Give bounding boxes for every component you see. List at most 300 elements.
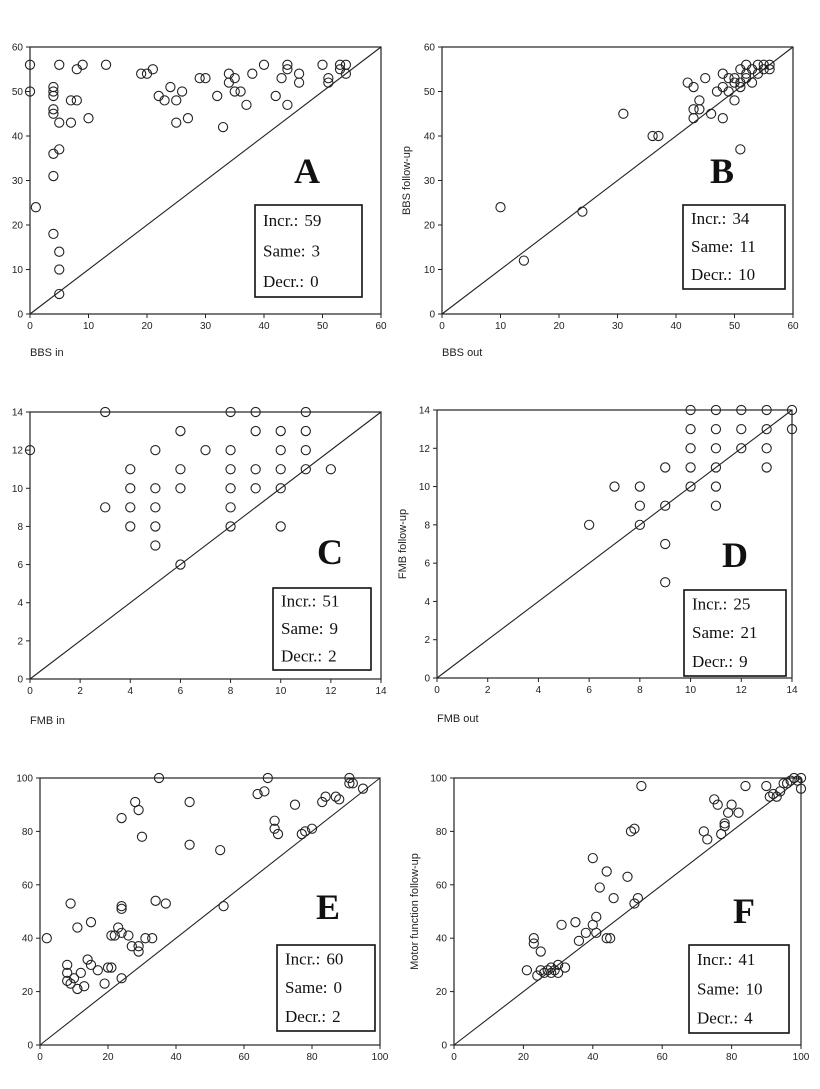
- y-tick-label: 8: [424, 520, 430, 532]
- x-tick-label: 50: [728, 321, 741, 332]
- x-tick-label: 60: [375, 321, 387, 332]
- x-tick-label: 8: [227, 686, 234, 697]
- y-tick-label: 2: [424, 635, 430, 647]
- data-point: [126, 522, 135, 531]
- data-point: [236, 87, 245, 96]
- panel-letter: D: [722, 535, 748, 575]
- stats-value: 41: [738, 949, 756, 969]
- x-tick-label: 60: [656, 1052, 668, 1063]
- data-point: [619, 109, 628, 118]
- y-tick-label: 4: [17, 598, 23, 610]
- data-point: [695, 105, 704, 114]
- y-axis-label: BBS follow-up: [401, 145, 413, 216]
- data-point: [318, 60, 327, 69]
- data-point: [134, 942, 143, 951]
- stats-label: Same:: [263, 241, 306, 261]
- y-tick-label: 0: [17, 309, 23, 321]
- x-tick-label: 60: [238, 1052, 250, 1063]
- stats-value: 34: [732, 209, 750, 229]
- data-point: [151, 484, 160, 493]
- stats-value: 2: [328, 646, 337, 666]
- data-point: [134, 947, 143, 956]
- data-point: [711, 501, 720, 510]
- x-axis-label: FMB in: [30, 715, 65, 727]
- stats-value: 10: [745, 979, 763, 999]
- data-point: [610, 482, 619, 491]
- y-tick-label: 6: [424, 558, 430, 570]
- data-point: [341, 60, 350, 69]
- y-tick-label: 40: [423, 131, 435, 143]
- data-point: [585, 520, 594, 529]
- data-point: [219, 902, 228, 911]
- stats-line: [691, 237, 756, 256]
- data-point: [635, 501, 644, 510]
- x-tick-label: 10: [82, 321, 95, 332]
- x-tick-label: 50: [316, 321, 329, 332]
- x-tick-label: 6: [177, 686, 184, 697]
- data-point: [295, 69, 304, 78]
- data-point: [747, 65, 756, 74]
- data-point: [301, 426, 310, 435]
- data-point: [183, 114, 192, 123]
- x-tick-label: 20: [141, 321, 153, 332]
- data-point: [295, 78, 304, 87]
- data-point: [730, 96, 739, 105]
- data-point: [529, 939, 538, 948]
- x-tick-label: 10: [685, 685, 697, 696]
- data-point: [176, 426, 185, 435]
- y-tick-label: 80: [435, 826, 447, 838]
- data-point: [637, 781, 646, 790]
- stats-label: Incr.:: [281, 591, 317, 611]
- data-point: [736, 65, 745, 74]
- y-tick-label: 30: [11, 176, 23, 187]
- x-tick-label: 40: [670, 321, 682, 332]
- data-point: [259, 60, 268, 69]
- data-point: [609, 894, 618, 903]
- x-axis-label: FMB out: [437, 713, 479, 725]
- data-point: [711, 444, 720, 453]
- y-axis-label: Motor function follow-up: [409, 853, 421, 970]
- data-point: [283, 100, 292, 109]
- data-point: [151, 503, 160, 512]
- stats-line: [285, 978, 342, 997]
- data-point: [711, 425, 720, 434]
- data-point: [55, 247, 64, 256]
- data-point: [557, 920, 566, 929]
- data-point: [78, 60, 87, 69]
- data-point: [661, 539, 670, 548]
- data-point: [762, 781, 771, 790]
- panel-f: [409, 773, 810, 1063]
- data-point: [137, 832, 146, 841]
- data-point: [148, 934, 157, 943]
- data-point: [100, 979, 109, 988]
- y-tick-label: 0: [429, 309, 435, 321]
- data-point: [86, 918, 95, 927]
- y-tick-label: 100: [16, 773, 33, 785]
- data-point: [318, 797, 327, 806]
- data-point: [581, 928, 590, 937]
- data-point: [226, 446, 235, 455]
- x-axis-label: BBS in: [30, 347, 64, 359]
- data-point: [185, 840, 194, 849]
- data-point: [84, 114, 93, 123]
- stats-value: 0: [310, 272, 319, 292]
- stats-label: Decr.:: [281, 646, 323, 666]
- data-point: [711, 482, 720, 491]
- data-point: [226, 465, 235, 474]
- data-point: [49, 171, 58, 180]
- y-tick-label: 8: [17, 521, 23, 533]
- y-tick-label: 40: [11, 131, 23, 143]
- data-point: [178, 87, 187, 96]
- stats-line: [281, 592, 339, 611]
- data-point: [49, 149, 58, 158]
- x-axis-label: BBS out: [442, 347, 483, 359]
- panel-c: [12, 407, 387, 727]
- data-point: [31, 203, 40, 212]
- y-tick-label: 10: [11, 483, 23, 495]
- y-tick-label: 30: [423, 176, 435, 187]
- data-point: [762, 444, 771, 453]
- data-point: [172, 118, 181, 127]
- data-point: [301, 446, 310, 455]
- stats-line: [692, 623, 758, 642]
- stats-label: Decr.:: [691, 265, 733, 285]
- x-tick-label: 0: [451, 1052, 457, 1063]
- data-point: [574, 936, 583, 945]
- data-point: [216, 845, 225, 854]
- data-point: [66, 118, 75, 127]
- data-point: [55, 118, 64, 127]
- stats-value: 10: [738, 265, 756, 285]
- y-tick-label: 0: [424, 673, 430, 685]
- stats-line: [691, 265, 755, 284]
- stats-value: 11: [739, 237, 756, 257]
- data-point: [101, 60, 110, 69]
- data-point: [741, 781, 750, 790]
- data-point: [49, 229, 58, 238]
- data-point: [226, 503, 235, 512]
- x-tick-label: 10: [275, 686, 287, 697]
- data-point: [602, 867, 611, 876]
- x-tick-label: 80: [726, 1052, 738, 1063]
- data-point: [276, 465, 285, 474]
- data-point: [683, 78, 692, 87]
- panel-letter: A: [294, 151, 320, 191]
- data-point: [230, 74, 239, 83]
- data-point: [218, 123, 227, 132]
- stats-value: 51: [322, 591, 340, 611]
- x-tick-label: 12: [325, 686, 337, 697]
- data-point: [718, 114, 727, 123]
- y-tick-label: 40: [435, 933, 447, 945]
- y-tick-label: 10: [423, 265, 435, 276]
- data-point: [161, 899, 170, 908]
- data-point: [166, 82, 175, 91]
- data-point: [578, 207, 587, 216]
- data-point: [151, 896, 160, 905]
- stats-label: Incr.:: [263, 210, 299, 230]
- x-tick-label: 4: [127, 686, 134, 697]
- stats-label: Incr.:: [691, 209, 727, 229]
- data-point: [83, 955, 92, 964]
- data-point: [273, 829, 282, 838]
- x-tick-label: 12: [735, 685, 747, 696]
- data-point: [747, 78, 756, 87]
- data-point: [117, 813, 126, 822]
- data-point: [251, 426, 260, 435]
- data-point: [55, 145, 64, 154]
- stats-label: Incr.:: [692, 594, 728, 614]
- panel-b: [401, 43, 799, 360]
- stats-line: [692, 652, 748, 671]
- data-point: [72, 65, 81, 74]
- x-tick-label: 0: [37, 1052, 43, 1063]
- stats-line: [697, 950, 755, 969]
- x-tick-label: 40: [587, 1052, 599, 1063]
- x-tick-label: 6: [586, 685, 592, 696]
- data-point: [76, 968, 85, 977]
- stats-line: [281, 619, 338, 638]
- data-point: [213, 91, 222, 100]
- data-point: [661, 463, 670, 472]
- data-point: [737, 425, 746, 434]
- stats-line: [281, 646, 337, 665]
- data-point: [126, 465, 135, 474]
- data-point: [724, 87, 733, 96]
- y-tick-label: 14: [11, 407, 23, 419]
- stats-value: 21: [740, 623, 758, 643]
- data-point: [42, 934, 51, 943]
- x-tick-label: 4: [535, 685, 542, 696]
- data-point: [522, 966, 531, 975]
- data-point: [151, 446, 160, 455]
- y-tick-label: 20: [423, 220, 435, 232]
- panel-d: [397, 405, 798, 725]
- y-tick-label: 10: [11, 265, 23, 276]
- stats-line: [285, 949, 343, 968]
- data-point: [321, 792, 330, 801]
- stats-label: Same:: [281, 618, 324, 638]
- data-point: [712, 87, 721, 96]
- data-point: [727, 800, 736, 809]
- panel-e: [16, 773, 388, 1063]
- data-point: [55, 60, 64, 69]
- data-point: [55, 265, 64, 274]
- y-tick-label: 60: [435, 880, 447, 892]
- stats-line: [263, 272, 319, 291]
- stats-line: [263, 242, 320, 261]
- data-point: [592, 912, 601, 921]
- y-tick-label: 0: [441, 1040, 447, 1052]
- y-tick-label: 80: [21, 826, 33, 838]
- stats-label: Same:: [285, 978, 328, 998]
- stats-label: Same:: [697, 979, 740, 999]
- y-axis-label: FMB follow-up: [397, 508, 409, 580]
- stats-label: Same:: [692, 623, 735, 643]
- data-point: [686, 463, 695, 472]
- data-point: [654, 131, 663, 140]
- data-point: [734, 808, 743, 817]
- data-point: [661, 578, 670, 587]
- stats-line: [691, 209, 750, 228]
- data-point: [114, 923, 123, 932]
- stats-value: 0: [333, 978, 342, 998]
- data-point: [201, 446, 210, 455]
- data-point: [588, 854, 597, 863]
- data-point: [736, 145, 745, 154]
- data-point: [154, 91, 163, 100]
- x-tick-label: 20: [517, 1052, 529, 1063]
- y-tick-label: 100: [430, 773, 447, 785]
- x-tick-label: 100: [792, 1052, 810, 1063]
- x-tick-label: 60: [787, 321, 799, 332]
- data-point: [290, 800, 299, 809]
- stats-label: Decr.:: [692, 651, 734, 671]
- x-tick-label: 30: [199, 321, 212, 332]
- y-tick-label: 4: [424, 596, 430, 608]
- y-tick-label: 12: [11, 445, 23, 457]
- y-tick-label: 6: [17, 560, 23, 572]
- data-point: [72, 96, 81, 105]
- data-point: [176, 484, 185, 493]
- y-tick-label: 10: [418, 482, 430, 494]
- data-point: [695, 96, 704, 105]
- data-point: [101, 503, 110, 512]
- stats-line: [697, 1009, 753, 1028]
- stats-value: 4: [744, 1008, 753, 1028]
- data-point: [536, 947, 545, 956]
- y-tick-label: 20: [435, 987, 447, 999]
- stats-label: Decr.:: [697, 1008, 739, 1028]
- data-point: [718, 82, 727, 91]
- stats-label: Incr.:: [285, 949, 321, 969]
- data-point: [176, 465, 185, 474]
- data-point: [242, 100, 251, 109]
- data-point: [686, 425, 695, 434]
- stats-line: [263, 211, 321, 230]
- data-point: [703, 835, 712, 844]
- x-tick-label: 14: [786, 685, 798, 696]
- x-tick-label: 0: [27, 686, 33, 697]
- y-tick-label: 0: [17, 674, 23, 686]
- y-tick-label: 0: [27, 1040, 33, 1052]
- stats-value: 9: [329, 618, 338, 638]
- data-point: [701, 74, 710, 83]
- data-point: [271, 91, 280, 100]
- data-point: [251, 465, 260, 474]
- x-tick-label: 0: [27, 321, 33, 332]
- data-point: [160, 96, 169, 105]
- data-point: [172, 96, 181, 105]
- stats-line: [697, 979, 763, 998]
- x-tick-label: 20: [553, 321, 565, 332]
- data-point: [529, 934, 538, 943]
- data-point: [93, 966, 102, 975]
- y-tick-label: 60: [21, 880, 33, 892]
- data-point: [251, 484, 260, 493]
- stats-value: 2: [332, 1006, 341, 1026]
- data-point: [277, 74, 286, 83]
- data-point: [66, 899, 75, 908]
- data-point: [142, 69, 151, 78]
- data-point: [686, 444, 695, 453]
- x-tick-label: 20: [102, 1052, 114, 1063]
- y-tick-label: 20: [21, 987, 33, 999]
- panel-a: [12, 43, 387, 360]
- data-point: [134, 805, 143, 814]
- panel-letter: C: [317, 532, 343, 572]
- y-tick-label: 50: [11, 87, 23, 98]
- panel-letter: F: [733, 891, 755, 931]
- data-point: [148, 65, 157, 74]
- panel-letter: B: [709, 151, 735, 191]
- stats-value: 60: [326, 949, 344, 969]
- data-point: [276, 522, 285, 531]
- y-tick-label: 12: [418, 443, 430, 455]
- stats-value: 59: [304, 210, 322, 230]
- data-point: [226, 484, 235, 493]
- stats-label: Same:: [691, 237, 734, 257]
- data-point: [519, 256, 528, 265]
- stats-label: Incr.:: [697, 949, 733, 969]
- y-tick-label: 2: [17, 636, 23, 648]
- data-point: [224, 69, 233, 78]
- data-point: [689, 114, 698, 123]
- y-tick-label: 60: [423, 42, 435, 54]
- x-tick-label: 80: [306, 1052, 318, 1063]
- x-tick-label: 10: [494, 321, 507, 332]
- data-point: [185, 797, 194, 806]
- data-point: [742, 60, 751, 69]
- data-point: [496, 203, 505, 212]
- data-point: [126, 503, 135, 512]
- data-point: [224, 78, 233, 87]
- x-tick-label: 0: [439, 321, 445, 332]
- panel-letter: E: [315, 887, 341, 927]
- data-point: [276, 426, 285, 435]
- stats-value: 9: [739, 651, 748, 671]
- stats-label: Decr.:: [263, 272, 305, 292]
- x-tick-label: 40: [258, 321, 270, 332]
- y-tick-label: 14: [418, 405, 430, 417]
- data-point: [201, 74, 210, 83]
- x-tick-label: 8: [637, 685, 643, 696]
- data-point: [707, 109, 716, 118]
- data-point: [151, 522, 160, 531]
- data-point: [571, 918, 580, 927]
- y-tick-label: 50: [423, 87, 435, 98]
- data-point: [326, 465, 335, 474]
- data-point: [623, 872, 632, 881]
- data-point: [595, 883, 604, 892]
- y-tick-label: 40: [21, 933, 33, 945]
- data-point: [248, 69, 257, 78]
- data-point: [73, 923, 82, 932]
- x-tick-label: 2: [77, 686, 83, 697]
- data-point: [689, 82, 698, 91]
- x-tick-label: 100: [371, 1052, 389, 1063]
- y-tick-label: 60: [11, 42, 23, 54]
- data-point: [276, 446, 285, 455]
- data-point: [635, 482, 644, 491]
- stats-line: [285, 1007, 341, 1026]
- data-point: [126, 484, 135, 493]
- stats-label: Decr.:: [285, 1006, 327, 1026]
- stats-value: 25: [733, 594, 751, 614]
